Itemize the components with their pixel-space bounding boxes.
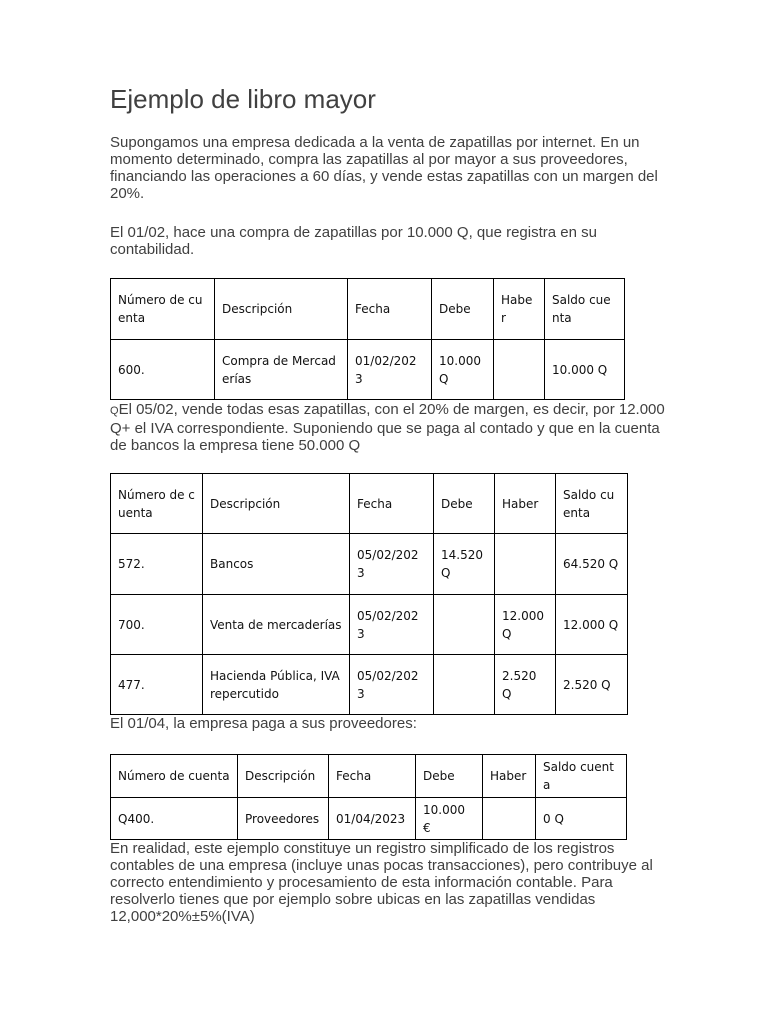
table-cell: 12.000 Q [495,595,556,655]
table-row [111,534,628,595]
page-title: Ejemplo de libro mayor [110,84,376,114]
table-cell: 700. [111,595,203,655]
table-cell: 12.000 Q [556,595,628,655]
table-cell: 10.000 Q [432,340,494,400]
header-cell: Número de cuenta [111,755,238,798]
table-cell [434,595,495,655]
table-cell [483,798,536,840]
ledger-table-sale [110,473,628,715]
ledger-table-payment [110,754,627,840]
header-cell: Debe [434,474,495,534]
ledger-table-purchase [110,278,625,400]
table-cell [495,534,556,595]
header-cell: Descripción [238,755,329,798]
table-row [111,340,625,400]
header-cell: Debe [432,279,494,340]
table-cell: Venta de mercaderías [203,595,350,655]
table-cell: 0 Q [536,798,627,840]
table-cell: 64.520 Q [556,534,628,595]
table-cell [434,655,495,715]
table-row [111,655,628,715]
table-cell: 05/02/2023 [350,655,434,715]
table-cell: 2.520 Q [556,655,628,715]
header-cell: Saldo cuenta [536,755,627,798]
table-cell: Q400. [111,798,238,840]
header-cell: Haber [483,755,536,798]
table-cell: 10.000 € [416,798,483,840]
header-cell: Fecha [329,755,416,798]
sale-paragraph-text: El 05/02, vende todas esas zapatillas, con el 20% de margen, es decir, por 12.000 Q+ el IVA correspondiente. Suponiendo que se paga al contado y que en la cuenta de bancos la empresa tiene 50.000 Q [110,401,665,454]
sale-paragraph [110,401,670,454]
header-cell: Descripción [203,474,350,534]
table-cell: 05/02/2023 [350,595,434,655]
table-cell: 01/04/2023 [329,798,416,840]
stray-q-mark: Q [110,405,119,417]
table-cell: 2.520 Q [495,655,556,715]
header-cell: Haber [494,279,545,340]
header-cell: Saldo cuenta [545,279,625,340]
header-cell: Número de cuenta [111,279,215,340]
table-cell: 600. [111,340,215,400]
table-cell: 477. [111,655,203,715]
table-cell: Hacienda Pública, IVA repercutido [203,655,350,715]
table-cell: 14.520 Q [434,534,495,595]
conclusion-paragraph: En realidad, este ejemplo constituye un registro simplificado de los registros contables de una empresa (incluye unas pocas transacciones), pero contribuye al correcto entendimiento y procesamiento de esta información contable. Para resolverlo tienes que por ejemplo sobre ubicas en las zapatillas vendidas 12,000*20%±5%(IVA) [110,840,653,925]
table-cell: Bancos [203,534,350,595]
table-header-row [111,755,627,798]
table-header-row [111,474,628,534]
table-cell: 572. [111,534,203,595]
purchase-paragraph: El 01/02, hace una compra de zapatillas por 10.000 Q, que registra en su contabilidad. [110,224,597,258]
table-cell: 05/02/2023 [350,534,434,595]
intro-paragraph: Supongamos una empresa dedicada a la venta de zapatillas por internet. En un momento determinado, compra las zapatillas al por mayor a sus proveedores, financiando las operaciones a 60 días, y vende estas zapatillas con un margen del 20%. [110,134,658,202]
table-cell: Compra de Mercaderías [215,340,348,400]
header-cell: Fecha [350,474,434,534]
table-row [111,798,627,840]
payment-paragraph: El 01/04, la empresa paga a sus proveedores: [110,715,417,732]
table-cell: 01/02/2023 [348,340,432,400]
header-cell: Descripción [215,279,348,340]
header-cell: Fecha [348,279,432,340]
header-cell: Debe [416,755,483,798]
table-cell: 10.000 Q [545,340,625,400]
header-cell: Saldo cuenta [556,474,628,534]
header-cell: Haber [495,474,556,534]
table-cell: Proveedores [238,798,329,840]
table-cell [494,340,545,400]
header-cell: Número de cuenta [111,474,203,534]
table-header-row [111,279,625,340]
table-row [111,595,628,655]
